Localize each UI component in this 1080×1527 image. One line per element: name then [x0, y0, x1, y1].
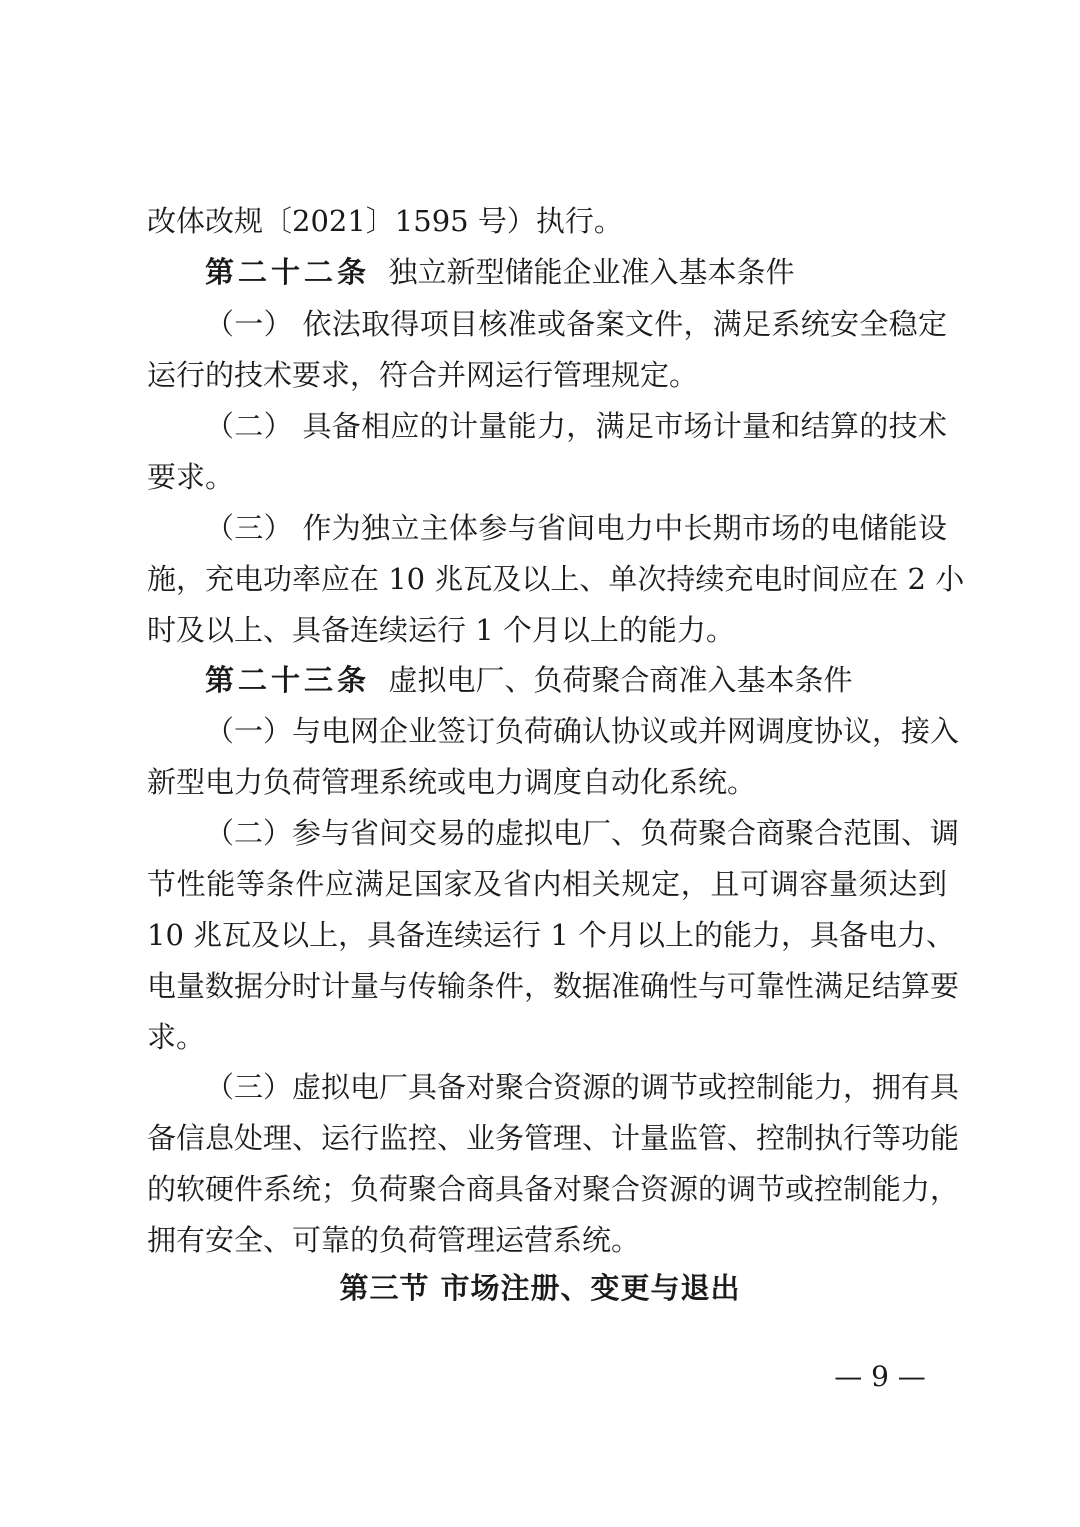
- page-number: — 9 —: [834, 1360, 926, 1393]
- text-line: 电量数据分时计量与传输条件，数据准确性与可靠性满足结算要: [147, 969, 960, 1003]
- text-line: 施，充电功率应在 10 兆瓦及以上、单次持续充电时间应在 2 小: [147, 562, 965, 596]
- text-line: 拥有安全、可靠的负荷管理运营系统。: [147, 1223, 641, 1257]
- article-22-title: 独立新型储能企业准入基本条件: [388, 255, 795, 289]
- article-22-heading: [205, 252, 947, 292]
- text-line: 改体改规〔2021〕1595 号）执行。: [147, 204, 623, 238]
- text-line: （二）参与省间交易的虚拟电厂、负荷聚合商聚合范围、调: [205, 816, 960, 850]
- section-heading: 第三节 市场注册、变更与退出: [339, 1271, 741, 1305]
- text-line: 新型电力负荷管理系统或电力调度自动化系统。: [147, 765, 757, 799]
- text-line: （三） 作为独立主体参与省间电力中长期市场的电储能设: [205, 511, 947, 545]
- text-line: 备信息处理、运行监控、业务管理、计量监管、控制执行等功能: [147, 1121, 960, 1155]
- text-line: 节性能等条件应满足国家及省内相关规定，且可调容量须达到: [147, 867, 947, 901]
- text-line: （一）与电网企业签订负荷确认协议或并网调度协议，接入: [205, 714, 960, 748]
- text-line: 要求。: [147, 460, 235, 494]
- article-23-title: 虚拟电厂、负荷聚合商准入基本条件: [388, 663, 853, 697]
- text-line: 的软硬件系统；负荷聚合商具备对聚合资源的调节或控制能力，: [147, 1172, 960, 1206]
- article-22-label: 第二十二条: [205, 255, 371, 289]
- text-line: （三）虚拟电厂具备对聚合资源的调节或控制能力，拥有具: [205, 1070, 960, 1104]
- text-line: （一） 依法取得项目核准或备案文件，满足系统安全稳定: [205, 307, 947, 341]
- article-23-label: 第二十三条: [205, 663, 371, 697]
- article-23-heading: [205, 660, 947, 700]
- text-line: 10 兆瓦及以上，具备连续运行 1 个月以上的能力，具备电力、: [147, 918, 956, 952]
- text-line: 求。: [147, 1020, 206, 1054]
- text-line: 时及以上、具备连续运行 1 个月以上的能力。: [147, 613, 735, 647]
- text-line: （二） 具备相应的计量能力，满足市场计量和结算的技术: [205, 409, 947, 443]
- text-line: 运行的技术要求，符合并网运行管理规定。: [147, 358, 699, 392]
